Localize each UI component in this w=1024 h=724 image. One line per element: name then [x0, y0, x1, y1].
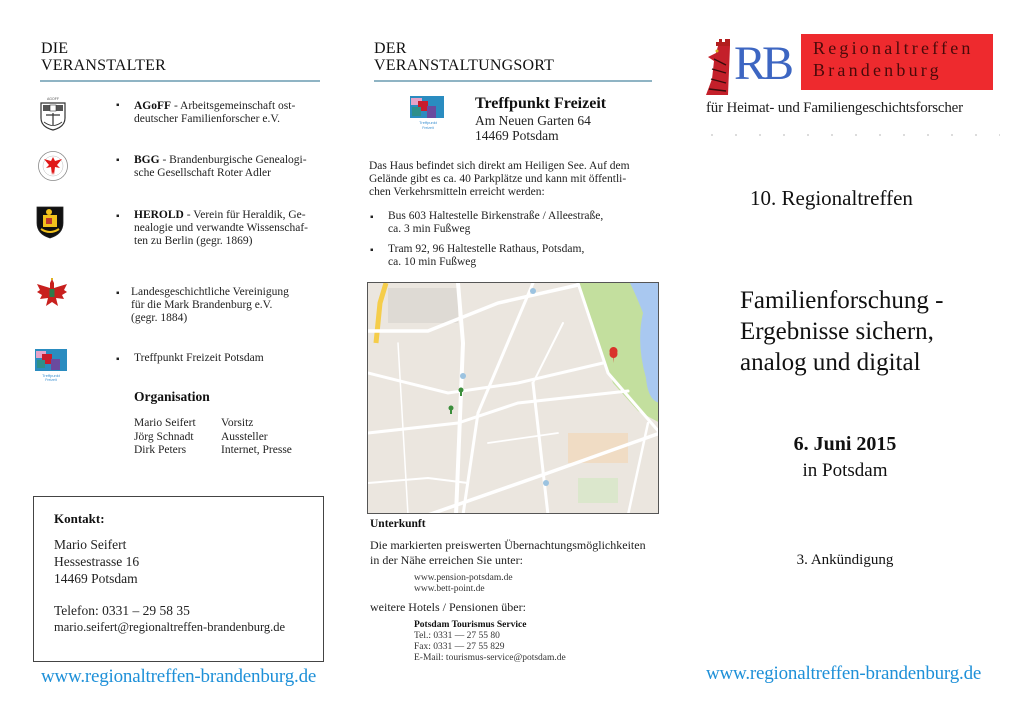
venue-address [475, 95, 606, 143]
bgg-red-eagle-seal-icon [37, 150, 69, 187]
organisation-title: Organisation [134, 389, 210, 404]
venue-logo-icon [408, 95, 448, 136]
venue-street: Am Neuen Garten 64 [475, 113, 591, 128]
heading-line-2: VERANSTALTUNGSORT [374, 57, 555, 74]
heading-line-1: DER [374, 40, 407, 57]
tourism-service-contact: Potsdam Tourismus Service Tel.: 0331 — 27 55 80 Fax: 0331 — 27 55 829 E-Mail: tourismus-service@potsdam.de [414, 620, 566, 663]
bullet: ▪ [370, 212, 374, 223]
website-link-left[interactable]: www.regionaltreffen-brandenburg.de [41, 666, 317, 687]
location-map[interactable] [367, 282, 659, 514]
bett-point-link[interactable]: www.bett-point.de [414, 584, 485, 594]
herold-coat-of-arms-icon [35, 205, 65, 244]
organisation-table [134, 417, 324, 458]
venue-city: 14469 Potsdam [475, 128, 559, 143]
bullet: ▪ [116, 155, 120, 166]
organizer-landesgeschichtliche: Landesgeschichtliche Vereinigung für die Mark Brandenburg e.V. (gegr. 1884) [131, 286, 289, 324]
event-place: in Potsdam [802, 460, 888, 481]
accommodation-title: Unterkunft [370, 518, 426, 530]
announcement-label: 3. Ankündigung [796, 552, 894, 568]
organisation-row: Jörg Schnadt Aussteller [134, 430, 268, 443]
venue-description: Das Haus befindet sich direkt am Heiligen See. Auf dem Gelände gibt es ca. 40 Parkplätze und kann mit öffentli- chen Verkehrsmitteln erreicht werden: [369, 160, 630, 198]
more-hotels-label: weitere Hotels / Pensionen über: [370, 600, 526, 614]
bullet: ▪ [116, 354, 120, 365]
tower-eagle-emblem-icon [706, 39, 734, 100]
accommodation-links [414, 573, 513, 595]
bullet: ▪ [370, 245, 374, 256]
svg-text:Freizeit: Freizeit [422, 126, 434, 130]
contact-title: Kontakt: [54, 511, 105, 526]
heading-line-2: VERANSTALTER [41, 57, 166, 74]
organisation-row: Dirk Peters Internet, Presse [134, 444, 292, 456]
rb-monogram: RB [734, 37, 791, 90]
event-date: 6. Juni 2015 [793, 433, 897, 455]
organizer-herold: HEROLD - Verein für Heraldik, Ge- nealogie und verwandte Wissenschaf- ten zu Berlin (gegr. 1869) [134, 209, 308, 247]
dotted-divider [700, 134, 1000, 136]
brandenburg-eagle-icon [34, 276, 70, 315]
contact-email[interactable]: mario.seifert@regionaltreffen-brandenburg.de [54, 620, 286, 634]
svg-text:AGOFF: AGOFF [46, 97, 60, 101]
contact-phone: Telefon: 0331 – 29 58 35 [54, 603, 190, 618]
contact-street: Hessestrasse 16 [54, 554, 140, 569]
heading-divider [40, 80, 320, 82]
svg-text:Freizeit: Freizeit [45, 378, 57, 381]
contact-name: Mario Seifert [54, 537, 127, 552]
agoff-shield-icon [38, 96, 68, 137]
contact-city: 14469 Potsdam [54, 571, 138, 586]
svg-text:Treffpunkt: Treffpunkt [42, 373, 60, 378]
svg-text:Treffpunkt: Treffpunkt [419, 120, 437, 125]
brand-logo [700, 34, 1000, 144]
brand-tagline: für Heimat- und Familiengeschichtsforscher [706, 100, 963, 116]
organizer-agoff: AGoFF - Arbeitsgemeinschaft ost- deutscher Familienforscher e.V. [134, 100, 296, 125]
venue-name: Treffpunkt Freizeit [475, 95, 607, 112]
transit-bus: Bus 603 Haltestelle Birkenstraße / Alleestraße, ca. 3 min Fußweg [388, 210, 604, 235]
transit-tram: Tram 92, 96 Haltestelle Rathaus, Potsdam, ca. 10 min Fußweg [388, 243, 585, 268]
edition-title: 10. Regionaltreffen [750, 186, 913, 210]
organizer-bgg: BGG - Brandenburgische Genealogi- sche Gesellschaft Roter Adler [134, 154, 307, 179]
bullet: ▪ [116, 288, 120, 299]
brand-name-box: Regionaltreffen Brandenburg [801, 34, 993, 90]
event-theme: Familienforschung - Ergebnisse sichern, analog und digital [740, 287, 944, 376]
organisation-row: Mario Seifert Vorsitz [134, 417, 254, 429]
tourism-email[interactable]: E-Mail: tourismus-service@potsdam.de [414, 653, 566, 663]
bullet: ▪ [116, 100, 120, 111]
organizers-heading [41, 40, 166, 74]
accommodation-intro: Die markierten preiswerten Übernachtungsmöglichkeiten in der Nähe erreichen Sie unter: [370, 538, 646, 567]
treffpunkt-freizeit-logo-icon [33, 347, 69, 386]
heading-divider [374, 80, 652, 82]
bullet: ▪ [116, 211, 120, 222]
venue-heading [374, 40, 554, 74]
organizer-treffpunkt: Treffpunkt Freizeit Potsdam [134, 352, 264, 364]
pension-potsdam-link[interactable]: www.pension-potsdam.de [414, 573, 513, 583]
website-link-right[interactable]: www.regionaltreffen-brandenburg.de [706, 663, 982, 684]
contact-box [33, 496, 324, 662]
heading-line-1: DIE [41, 40, 69, 57]
